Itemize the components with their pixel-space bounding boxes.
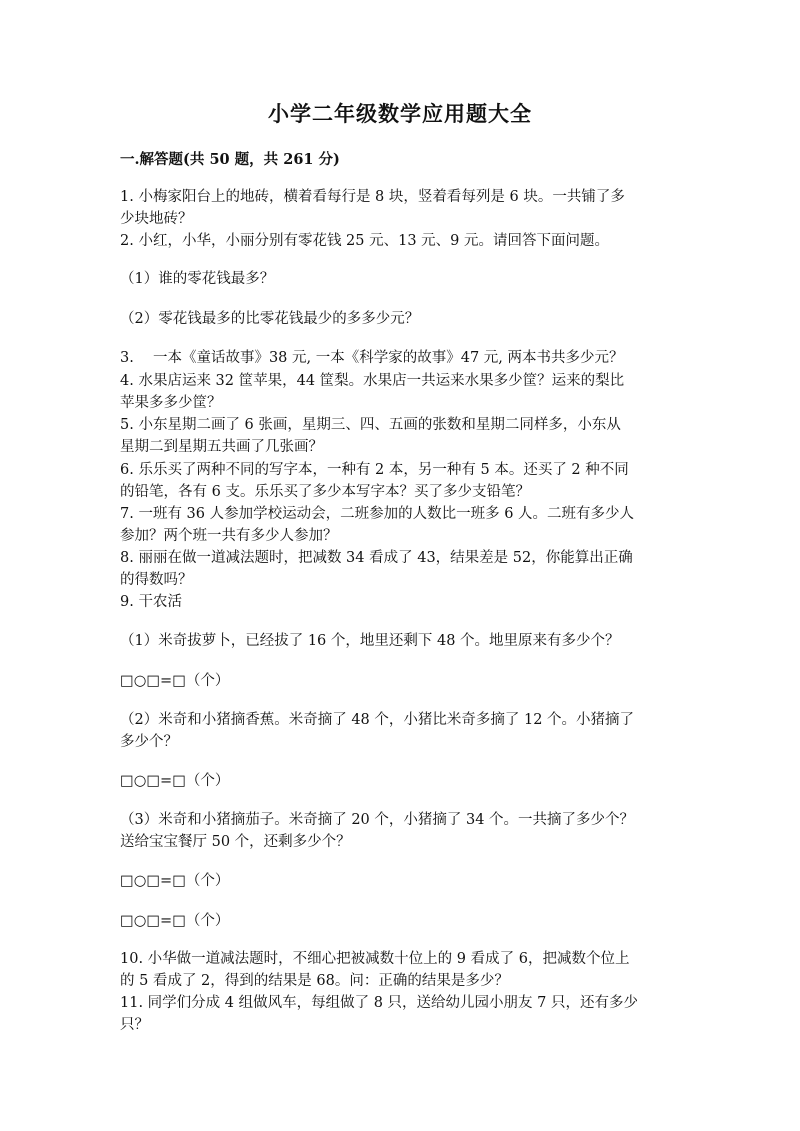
question-line: 的得数吗？ [120,572,193,588]
answer-blank-line: □○□=□（个） [120,873,230,889]
sub-question-line: （1）谁的零花钱最多？ [120,271,275,287]
question-line: 5. 小东星期二画了 6 张画，星期三、四、五画的张数和星期二同样多，小东从 [120,417,621,433]
answer-blank-line: □○□=□（个） [120,913,230,929]
question-line: 11. 同学们分成 4 组做风车，每组做了 8 只，送给幼儿园小朋友 7 只，还有多少 [120,995,638,1011]
question-line: 8. 丽丽在做一道减法题时，把减数 34 看成了 43，结果差是 52，你能算出正确 [120,550,633,566]
question-line: 星期二到星期五共画了几张画？ [120,439,323,455]
question-line: 参加？两个班一共有多少人参加？ [120,528,338,544]
question-line: 只？ [120,1017,149,1033]
question-line: 9. 干农活 [120,594,182,610]
answer-blank-line: □○□=□（个） [120,673,230,689]
sub-question-line: 多少个？ [120,734,178,750]
question-line: 3. 一本《童话故事》38 元, 一本《科学家的故事》47 元, 两本书共多少元？ [120,350,624,366]
question-line: 1. 小梅家阳台上的地砖，横着看每行是 8 块，竖着看每列是 6 块。一共铺了多 [120,189,625,205]
sub-question-line: （3）米奇和小猪摘茄子。米奇摘了 20 个，小猪摘了 34 个。一共摘了多少个？ [120,812,635,828]
sub-question-line: （2）米奇和小猪摘香蕉。米奇摘了 48 个，小猪比米奇多摘了 12 个。小猪摘了 [120,712,635,728]
question-line: 2. 小红，小华，小丽分别有零花钱 25 元、13 元、9 元。请回答下面问题。 [120,233,610,249]
question-line: 的铅笔，各有 6 支。乐乐买了多少本写字本？买了多少支铅笔？ [120,484,530,500]
question-line: 6. 乐乐买了两种不同的写字本，一种有 2 本，另一种有 5 本。还买了 2 种不同 [120,462,629,478]
sub-question-line: 送给宝宝餐厅 50 个，还剩多少个？ [120,834,351,850]
question-line: 10. 小华做一道减法题时，不细心把被减数十位上的 9 看成了 6，把减数个位上 [120,951,630,967]
section-header: 一.解答题(共 50 题，共 261 分) [120,151,340,168]
question-line: 7. 一班有 36 人参加学校运动会，二班参加的人数比一班多 6 人。二班有多少人 [120,506,635,522]
question-line: 4. 水果店运来 32 筐苹果，44 筐梨。水果店一共运来水果多少筐？运来的梨比 [120,373,625,389]
question-line: 苹果多多少筐？ [120,395,222,411]
sub-question-line: （2）零花钱最多的比零花钱最少的多多少元？ [120,311,420,327]
answer-blank-line: □○□=□（个） [120,773,230,789]
question-line: 少块地砖？ [120,211,193,227]
question-line: 的 5 看成了 2，得到的结果是 68。问：正确的结果是多少？ [120,973,509,989]
page-title: 小学二年级数学应用题大全 [268,101,532,126]
sub-question-line: （1）米奇拔萝卜，已经拔了 16 个，地里还剩下 48 个。地里原来有多少个？ [120,633,620,649]
